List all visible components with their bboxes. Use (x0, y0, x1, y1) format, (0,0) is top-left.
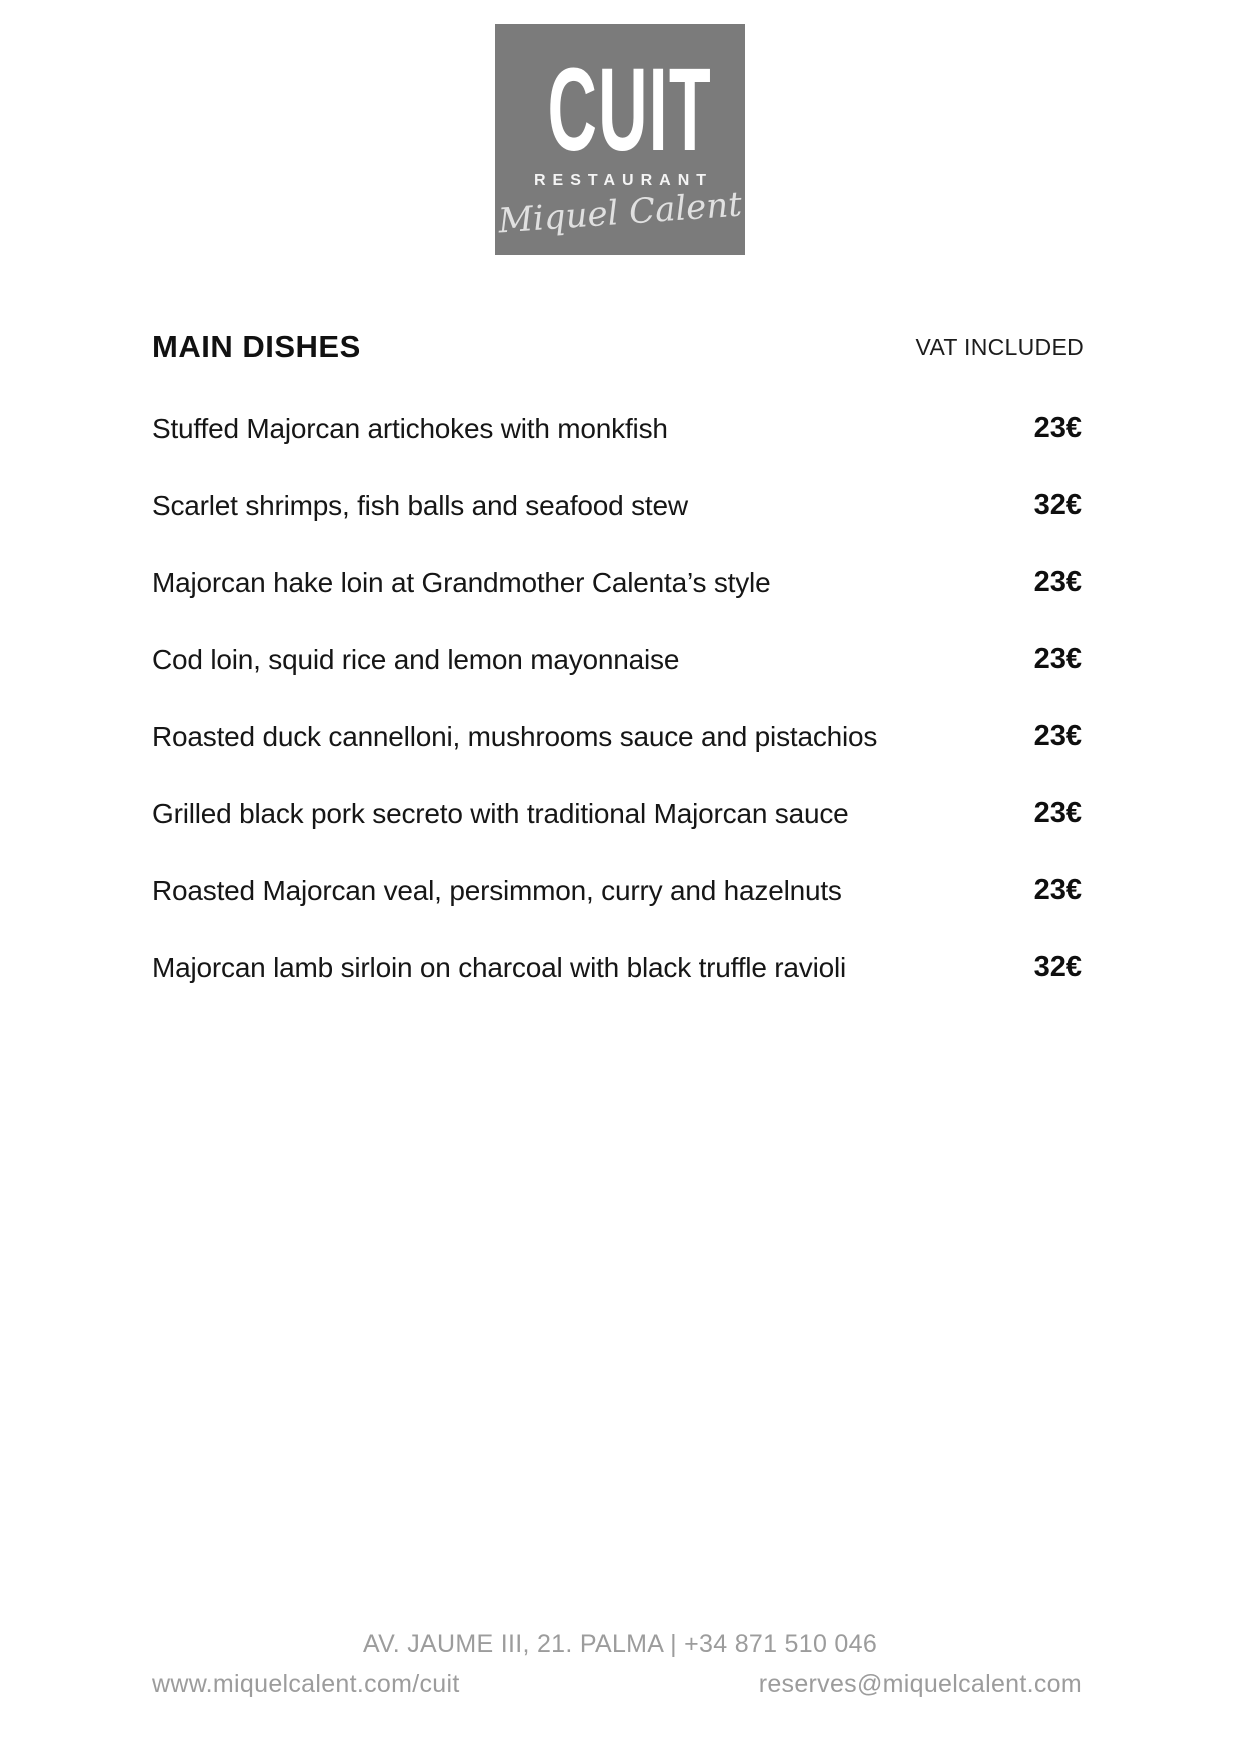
dish-name: Majorcan hake loin at Grandmother Calenta’s style (152, 566, 771, 598)
dish-list (152, 390, 1082, 1006)
dish-price: 23€ (1033, 643, 1082, 675)
dish-price: 32€ (1033, 489, 1082, 521)
dish-price: 23€ (1033, 797, 1082, 829)
footer-email: reserves@miquelcalent.com (758, 1670, 1082, 1698)
chef-signature: Miquel Calent (496, 184, 744, 242)
menu-item-row (152, 467, 1082, 544)
dish-price: 23€ (1033, 720, 1082, 752)
logo-brand-text: CUIT (547, 44, 712, 176)
footer-contact-row (152, 1670, 1082, 1699)
menu-item-row (152, 775, 1082, 852)
dish-name: Stuffed Majorcan artichokes with monkfish (152, 412, 668, 444)
dish-price: 32€ (1033, 951, 1082, 983)
menu-item-row (152, 929, 1082, 1006)
menu-item-row (152, 544, 1082, 621)
dish-name: Scarlet shrimps, fish balls and seafood stew (152, 489, 688, 521)
dish-name: Majorcan lamb sirloin on charcoal with black truffle ravioli (152, 951, 847, 983)
section-title: MAIN DISHES (152, 329, 361, 364)
dish-price: 23€ (1033, 874, 1082, 906)
dish-price: 23€ (1033, 412, 1082, 444)
dish-price: 23€ (1033, 566, 1082, 598)
dish-name: Roasted Majorcan veal, persimmon, curry and hazelnuts (152, 874, 842, 906)
logo-subtitle-text: RESTAURANT (533, 172, 714, 190)
vat-included-note: VAT INCLUDED (915, 333, 1084, 360)
dish-name: Roasted duck cannelloni, mushrooms sauce and pistachios (152, 720, 878, 752)
footer-address-phone: AV. JAUME III, 21. PALMA | +34 871 510 046 (362, 1630, 878, 1658)
dish-name: Grilled black pork secreto with traditional Majorcan sauce (152, 797, 849, 829)
menu-section-header (152, 327, 1084, 367)
footer-website: www.miquelcalent.com/cuit (152, 1670, 460, 1698)
dish-name: Cod loin, squid rice and lemon mayonnaise (152, 643, 680, 675)
restaurant-logo (495, 24, 745, 255)
menu-item-row (152, 852, 1082, 929)
menu-item-row (152, 621, 1082, 698)
menu-item-row (152, 698, 1082, 775)
menu-item-row (152, 390, 1082, 467)
